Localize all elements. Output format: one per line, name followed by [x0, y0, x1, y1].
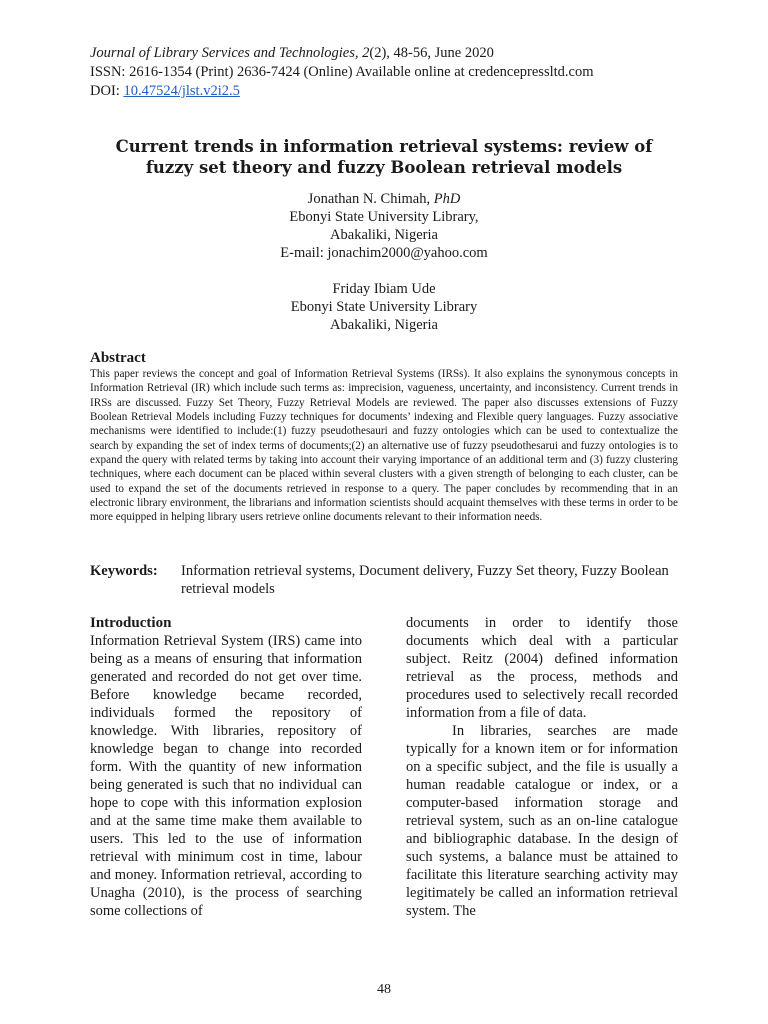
author-degree: PhD	[433, 191, 461, 207]
issn-line: ISSN: 2616-1354 (Print) 2636-7424 (Online) Available online at credencepressltd.com	[90, 64, 594, 80]
doi-label: DOI:	[90, 83, 120, 99]
journal-name: Journal of Library Services and Technologies,	[90, 45, 363, 61]
introduction-heading: Introduction	[90, 615, 172, 631]
abstract-heading: Abstract	[90, 350, 146, 366]
keywords-text: Information retrieval systems, Document delivery, Fuzzy Set theory, Fuzzy Boolean retrieval models	[181, 563, 669, 597]
right-column	[406, 614, 678, 920]
journal-volume: 2	[362, 45, 370, 61]
author-email: E-mail: jonachim2000@yahoo.com	[280, 245, 488, 261]
doi-line	[90, 82, 710, 101]
keywords-label-wrap: Keywords:	[90, 563, 158, 579]
author-location: Abakaliki, Nigeria	[330, 317, 438, 333]
abstract-body: This paper reviews the concept and goal of Information Retrieval Systems (IRSs). It also explains the synonymous concepts in Information Retrieval (IR) which include such terms as: imprecision, vagueness, uncertainty, and inconsistency. Current trends in IRSs are discussed. Fuzzy Set Theory, Fuzzy Retrieval Models are reviewed. The paper also discusses extensions of Fuzzy Boolean Retrieval Models including Fuzzy techniques for documents’ indexing and Flexible query languages. Fuzzy associative mechanisms were identified to include:(1) fuzzy pseudothesauri and fuzzy ontologies which can be used to contextualize the search by expanding the set of index terms of documents;(2) an alternative use of fuzzy pseudothesarui and fuzzy ontologies is to expand the query with related terms by taking into account their varying importance of an additional term and (3) fuzzy clustering techniques, where each document can be placed within several clusters with a given strength of belonging to each cluster, can be used to expand the set of the documents retrieved in response to a query. The paper concludes by recommending that in an electronic library environment, the librarians and information scientists should acquaint themselves with these terms in order to be more equipped in helping library users retrieve online documents relevant to their information needs.	[90, 368, 678, 524]
author-name: Jonathan N. Chimah,	[307, 191, 434, 207]
introduction-paragraph-right-1: documents in order to identify those documents which deal with a particular subject. Reitz (2004) defined information retrieval as the process, methods and procedures used to selectively recall recorded information from a file of data.	[406, 615, 678, 721]
introduction-paragraph-left: Information Retrieval System (IRS) came into being as a means of ensuring that information generated and recorded do not get over time. Before knowledge became recorded, individuals formed the repository of knowledge. With libraries, repository of knowledge began to change into recorded form. With the quantity of new information being generated is such that no individual can hope to cope with this information explosion and at the same time make them available to users. This led to the use of information retrieval with minimum cost in time, labour and money. Information retrieval, according to Unagha (2010), is the process of searching some collections of	[90, 633, 362, 919]
author-affiliation: Ebonyi State University Library	[290, 299, 478, 315]
doi-link[interactable]: 10.47524/jlst.v2i2.5	[123, 83, 240, 99]
author-name: Friday Ibiam Ude	[332, 281, 436, 297]
paper-title: Current trends in information retrieval systems: review of fuzzy set theory and fuzzy Boolean retrieval models	[115, 137, 653, 177]
citation-line	[90, 44, 710, 63]
author-name-line	[90, 190, 678, 208]
author-location: Abakaliki, Nigeria	[330, 227, 438, 243]
introduction-paragraph-right-2: In libraries, searches are made typically for a known item or for information on a specific subject, and the file is usually a human readable catalogue or index, or a computer-based information storage and retrieval system, such as an on-line catalogue and bibliographic database. In the design of such systems, a balance must be attained to facilitate this literature searching activity may legitimately be called an information retrieval system. The	[406, 723, 678, 919]
left-column	[90, 614, 362, 920]
keywords-label: Keywords	[90, 563, 153, 579]
author-affiliation: Ebonyi State University Library,	[289, 209, 479, 225]
journal-issue-pages-date: (2), 48-56, June 2020	[369, 45, 494, 61]
page-number: 48	[377, 982, 391, 997]
author-block-1	[90, 190, 678, 262]
journal-header	[90, 44, 710, 101]
author-block-2	[90, 280, 678, 334]
